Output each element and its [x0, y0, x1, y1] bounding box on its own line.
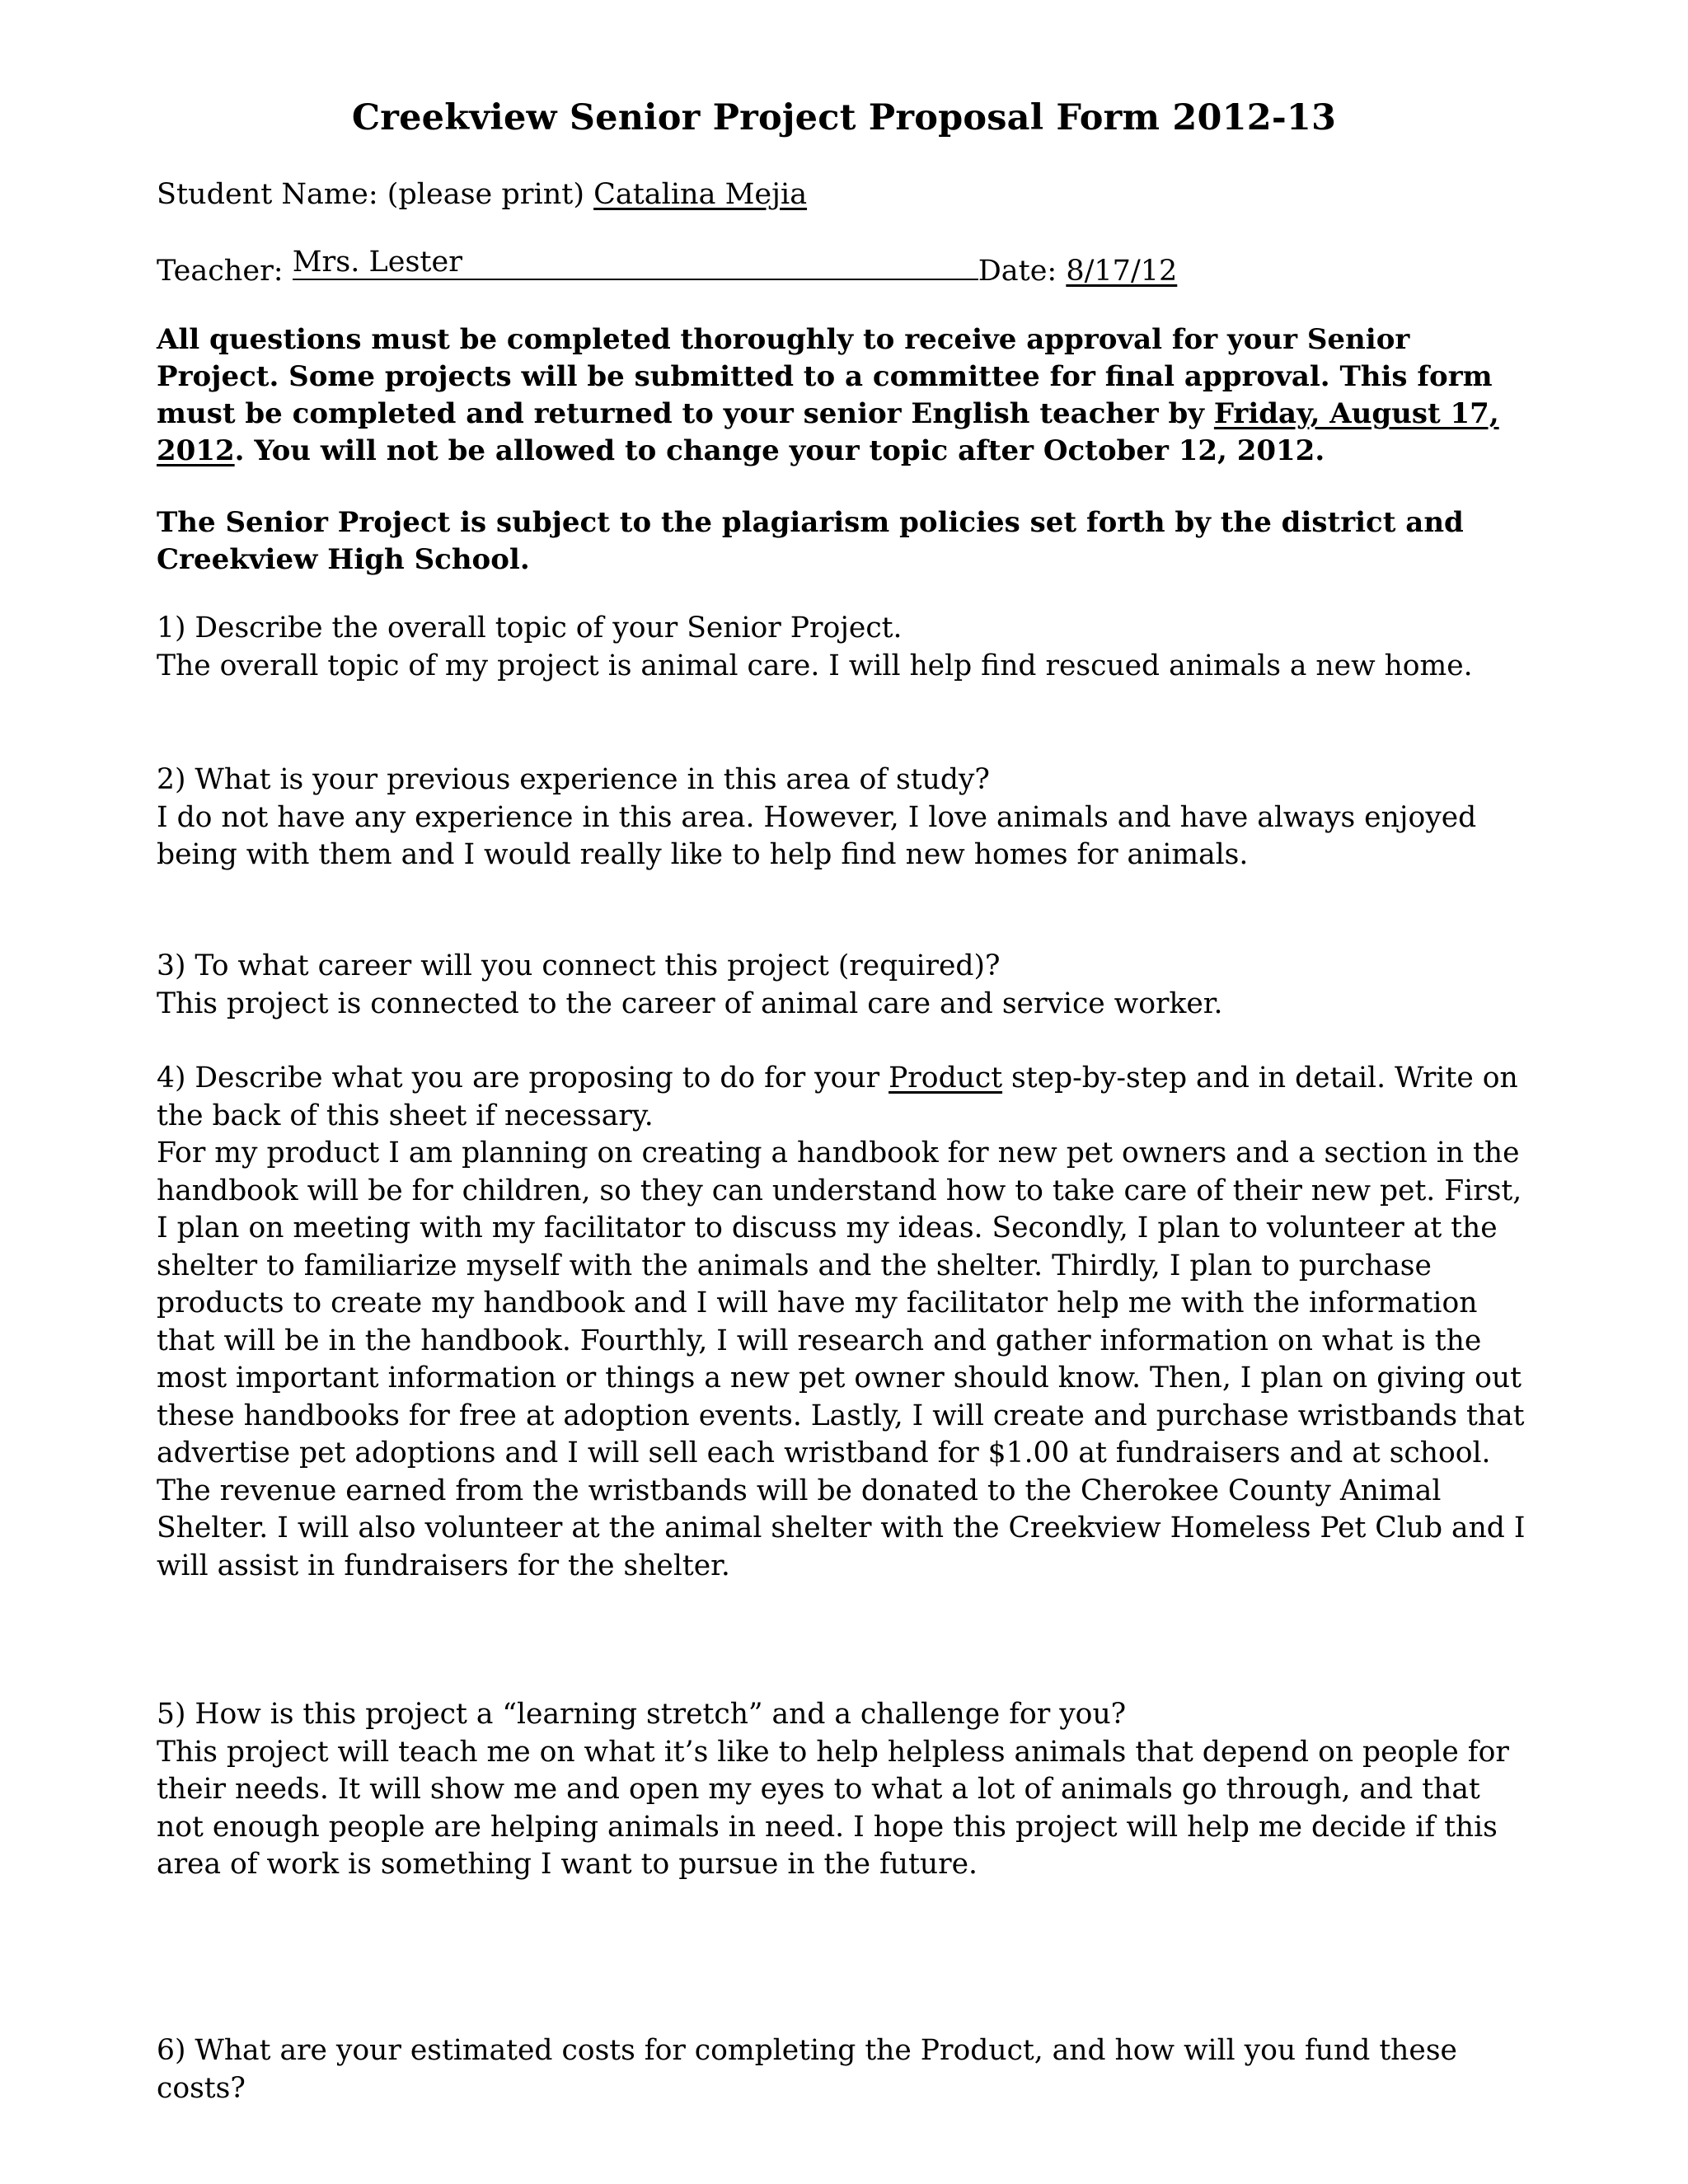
- question-4-text-post: step-by-step and in detail. Write on the back of this sheet if necessary.: [157, 1062, 1518, 1132]
- question-3-text: 3) To what career will you connect this project (required)?: [157, 949, 1001, 982]
- student-name-label: Student Name: (please print): [157, 178, 594, 211]
- plagiarism-notice: The Senior Project is subject to the plagiarism policies set forth by the district and Creekview High School.: [157, 506, 1464, 576]
- teacher-value: Mrs. Lester: [292, 246, 462, 279]
- question-4-answer: For my product I am planning on creating a handbook for new pet owners and a section in the handbook will be for children, so they can understand how to take care of their new pet. First, I plan on meeting with my facilitator to discuss my ideas. Secondly, I plan to volunteer at the shelter to familiarize myself with the animals and the shelter. Thirdly, I plan to purchase products to create my handbook and I will have my facilitator help me with the information that will be in the handbook. Fourthly, I will research and gather information on what is the most important information or things a new pet owner should know. Then, I plan on giving out these handbooks for free at adoption events. Lastly, I will create and purchase wristbands that advertise pet adoptions and I will sell each wristband for $1.00 at fundraisers and at school. The revenue earned from the wristbands will be donated to the Cherokee County Animal Shelter. I will also volunteer at the animal shelter with the Creekview Homeless Pet Club and I will assist in fundraisers for the shelter.: [157, 1137, 1526, 1582]
- teacher-label: Teacher:: [157, 255, 293, 288]
- question-3-answer: This project is connected to the career of animal care and service worker.: [157, 987, 1223, 1020]
- question-2: [157, 762, 1533, 874]
- page-title: Creekview Senior Project Proposal Form 2012-13: [351, 97, 1337, 138]
- instructions-text-1: All questions must be completed thoroughly to receive approval for your Senior Project. Some projects will be submitted to a committee for final approval. This form must be completed and returned to your senior English teacher by: [157, 323, 1493, 430]
- question-4-product: Product: [889, 1062, 1003, 1094]
- question-6-text: 6) What are your estimated costs for completing the Product, and how will you fund these costs?: [157, 2034, 1457, 2105]
- question-4: [157, 1060, 1533, 1585]
- deadline-text: Friday, August 17, 2012: [157, 397, 1499, 467]
- question-1: [157, 610, 1533, 685]
- question-5-text: 5) How is this project a “learning stretch” and a challenge for you?: [157, 1698, 1127, 1731]
- question-4-text-pre: 4) Describe what you are proposing to do for your: [157, 1062, 889, 1094]
- teacher-row: [157, 246, 1178, 290]
- question-4-text: [157, 1060, 1533, 1135]
- question-2-answer: I do not have any experience in this area. However, I love animals and have always enjoyed being with them and I would really like to help find new homes for animals.: [157, 800, 1477, 871]
- question-5: [157, 1696, 1533, 1884]
- question-2-text: 2) What is your previous experience in this area of study?: [157, 763, 990, 796]
- question-1-text: 1) Describe the overall topic of your Senior Project.: [157, 612, 903, 644]
- teacher-field: [292, 246, 978, 280]
- date-value: 8/17/12: [1066, 255, 1178, 288]
- question-6: [157, 2032, 1533, 2107]
- question-1-answer: The overall topic of my project is animal care. I will help find rescued animals a new home.: [157, 649, 1473, 682]
- question-5-answer: This project will teach me on what it’s like to help helpless animals that depend on people for their needs. It will show me and open my eyes to what a lot of animals go through, and that not enough people are helping animals in need. I hope this project will help me decide if this area of work is something I want to pursue in the future.: [157, 1735, 1509, 1881]
- date-label: Date:: [978, 255, 1067, 288]
- student-name-row: [157, 176, 807, 213]
- student-name-value: Catalina Mejia: [593, 178, 808, 211]
- instructions-text-2: . You will not be allowed to change your topic after October 12, 2012.: [234, 434, 1325, 467]
- instructions-paragraph: [157, 321, 1525, 470]
- question-3: [157, 948, 1533, 1023]
